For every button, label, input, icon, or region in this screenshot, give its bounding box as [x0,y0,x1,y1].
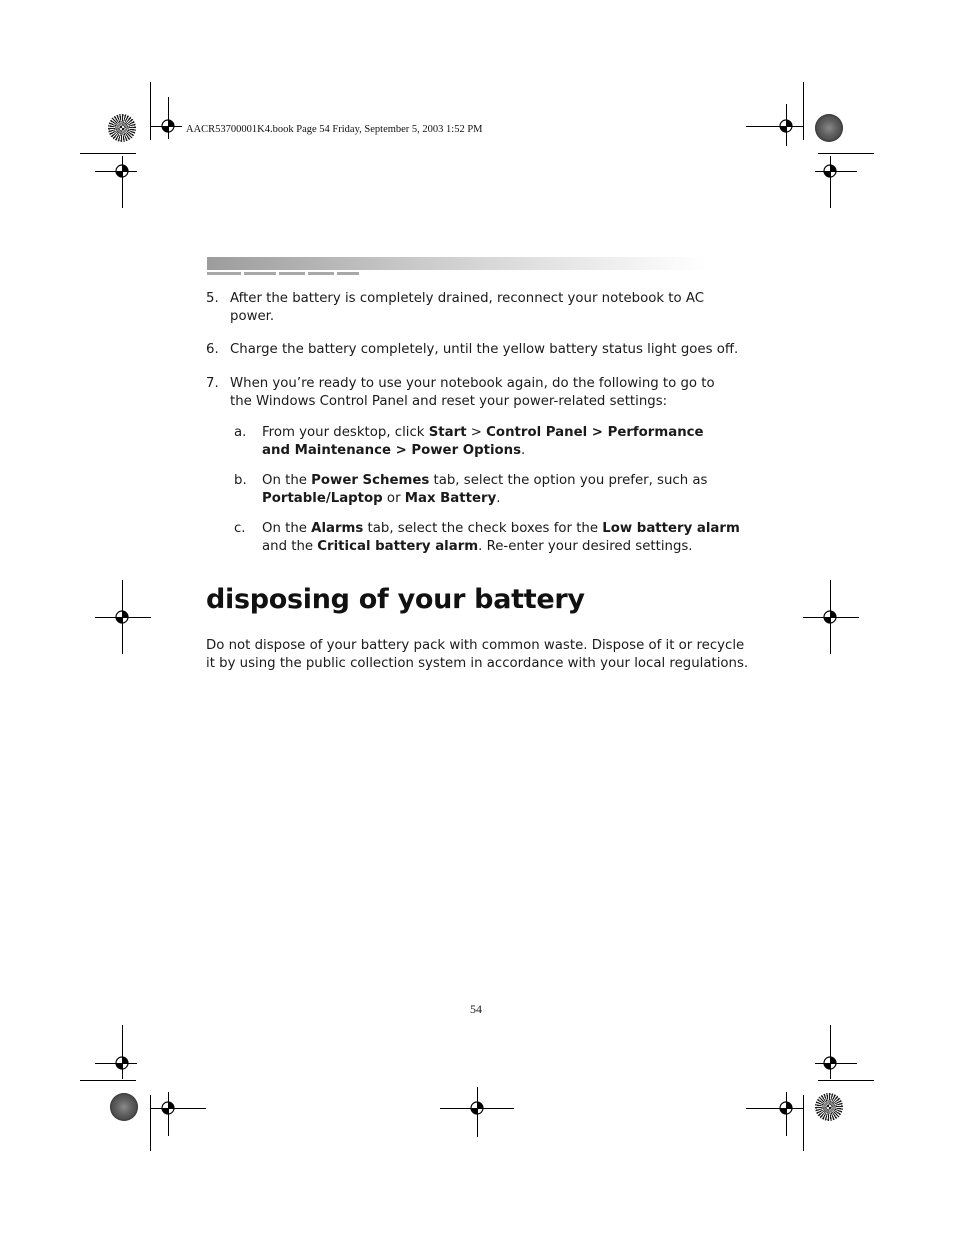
step-5 [206,290,751,325]
body-paragraph: Do not dispose of your battery pack with common waste. Dispose of it or recycle it by using the public collection system in accordance with your local regulations. [206,638,749,671]
step-number: 7. [206,376,219,391]
registration-target-icon [114,163,130,179]
print-slug: AACR53700001K4.book Page 54 Friday, September 5, 2003 1:52 PM [186,124,483,135]
registration-target-icon [822,1055,838,1071]
section-heading: disposing of your battery [206,584,585,615]
registration-target-icon [114,1055,130,1071]
step-7 [206,375,751,410]
registration-target-icon [822,609,838,625]
registration-target-icon [160,1100,176,1116]
step-text: Charge the battery completely, until the yellow battery status light goes off. [230,342,739,357]
registration-target-icon [469,1100,485,1116]
registration-target-icon [114,609,130,625]
substep-letter: a. [234,425,247,440]
substep-a [234,424,754,459]
step-number: 5. [206,291,219,306]
substep-c [234,520,754,555]
step-text: After the battery is completely drained, reconnect your notebook to AC power. [230,291,704,324]
step-6 [206,341,751,359]
grey-density-patch-icon [815,114,843,142]
page-number: 54 [470,1002,482,1016]
star-target-icon [815,1093,843,1121]
substep-b [234,472,754,507]
substep-text: On the Alarms tab, select the check boxes for the Low battery alarm and the Critical battery alarm. Re-enter your desired settings. [262,521,740,554]
substep-text: From your desktop, click Start > Control Panel > Performance and Maintenance > Power Options. [262,425,704,458]
registration-target-icon [778,1100,794,1116]
step-number: 6. [206,342,219,357]
registration-target-icon [778,118,794,134]
grey-density-patch-icon [110,1093,138,1121]
header-banner [207,257,707,270]
registration-target-icon [822,163,838,179]
star-target-icon [108,114,136,142]
registration-target-icon [160,118,176,134]
substep-letter: b. [234,473,247,488]
substep-letter: c. [234,521,246,536]
step-text: When you’re ready to use your notebook again, do the following to go to the Windows Control Panel and reset your power-related settings: [230,376,715,409]
substep-text: On the Power Schemes tab, select the option you prefer, such as Portable/Laptop or Max Battery. [262,473,708,506]
